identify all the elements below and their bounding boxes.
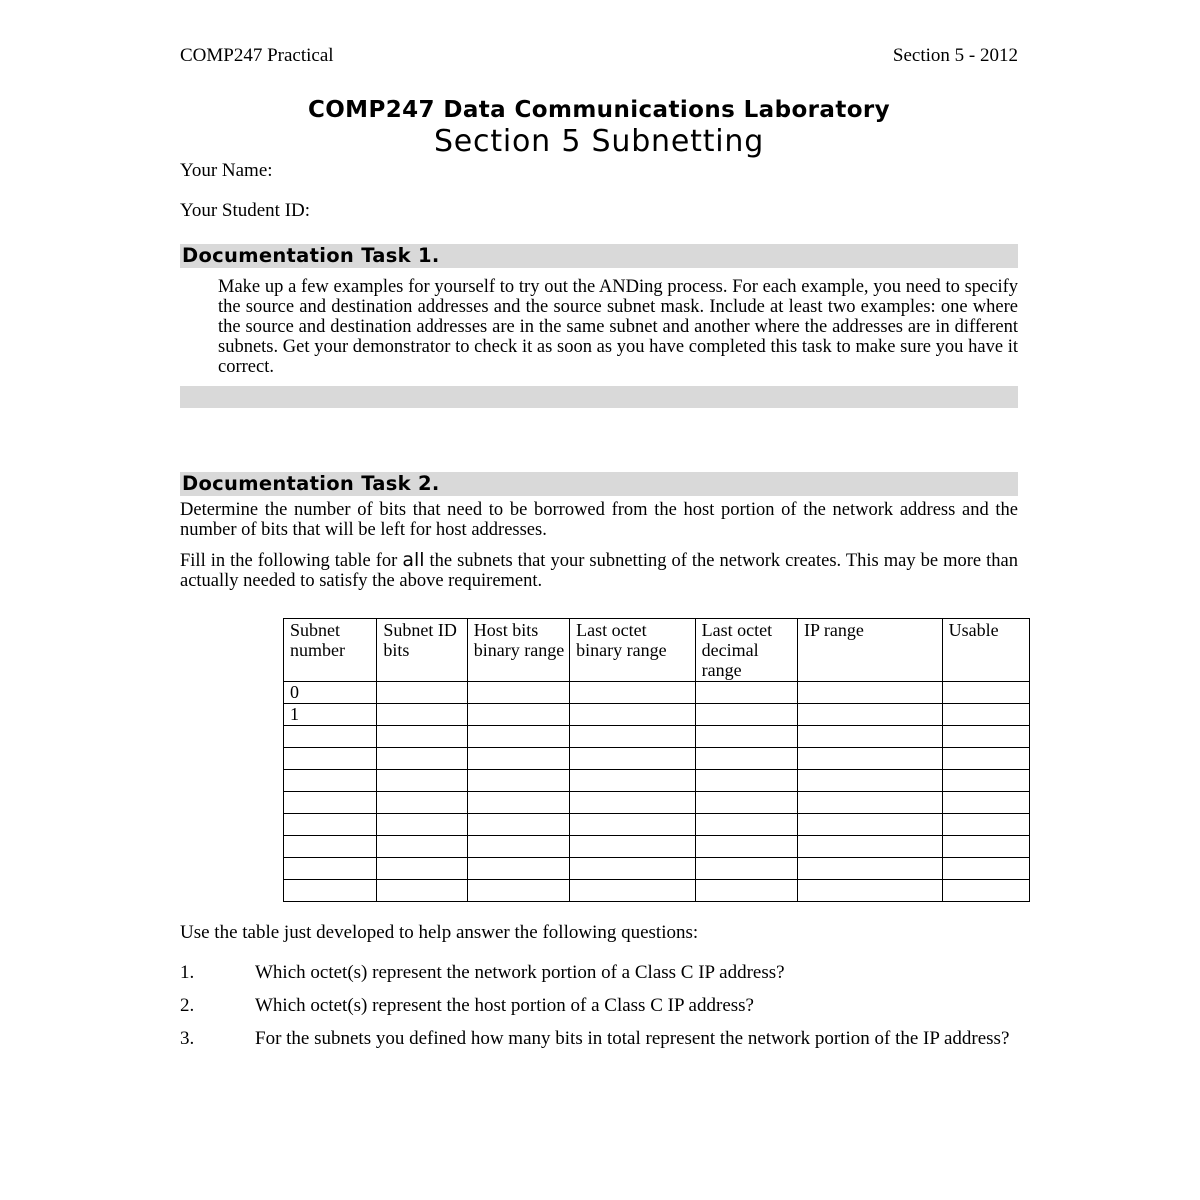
task2-para2-before: Fill in the following table for: [180, 551, 403, 571]
subnet-table: [283, 618, 1030, 902]
table-cell: [284, 792, 377, 814]
table-cell: [284, 726, 377, 748]
table-cell: [942, 814, 1029, 836]
table-cell: [942, 726, 1029, 748]
column-header: IP range: [798, 619, 943, 682]
table-cell: [377, 726, 467, 748]
table-row: [284, 880, 1030, 902]
column-header: Host bits binary range: [467, 619, 569, 682]
table-cell: [570, 770, 696, 792]
table-cell: [942, 748, 1029, 770]
table-row: [284, 682, 1030, 704]
table-cell: [942, 836, 1029, 858]
table-row: [284, 770, 1030, 792]
table-row: [284, 792, 1030, 814]
table-row: [284, 726, 1030, 748]
table-cell: [284, 770, 377, 792]
table-header-row: [284, 619, 1030, 682]
table-cell: [467, 726, 569, 748]
column-header: Subnet ID bits: [377, 619, 467, 682]
table-cell: 0: [284, 682, 377, 704]
table-cell: [695, 704, 797, 726]
table-cell: [942, 682, 1029, 704]
task2-para2: [180, 550, 1018, 591]
table-cell: [284, 748, 377, 770]
task2-para1: Determine the number of bits that need to be borrowed from the host portion of the network address and the number of bits that will be left for host addresses.: [180, 500, 1018, 540]
table-cell: [570, 858, 696, 880]
question-item-1: [180, 962, 1018, 984]
table-cell: [467, 858, 569, 880]
table-row: [284, 748, 1030, 770]
table-cell: [695, 726, 797, 748]
question-item-3: [180, 1028, 1018, 1050]
question-number: 3.: [180, 1028, 195, 1049]
student-id-label: Your Student ID:: [180, 200, 311, 221]
table-cell: [377, 858, 467, 880]
table-cell: [467, 880, 569, 902]
table-cell: [798, 814, 943, 836]
table-cell: [467, 836, 569, 858]
task1-body: Make up a few examples for yourself to try out the ANDing process. For each example, you need to specify the source and destination addresses and the source subnet mask. Include at least two examples: one where the source and destination addresses are in the same subnet and another where the addresses are in different subnets. Get your demonstrator to check it as soon as you have completed this task to make sure you have it correct.: [218, 277, 1018, 377]
table-cell: [798, 880, 943, 902]
questions-intro: Use the table just developed to help answer the following questions:: [180, 922, 699, 943]
question-text: Which octet(s) represent the network portion of a Class C IP address?: [255, 962, 785, 983]
column-header: Usable: [942, 619, 1029, 682]
table-cell: [284, 814, 377, 836]
question-number: 2.: [180, 995, 195, 1016]
table-cell: [942, 858, 1029, 880]
page-header: [180, 45, 1018, 67]
table-cell: [284, 880, 377, 902]
question-text: Which octet(s) represent the host portion of a Class C IP address?: [255, 995, 754, 1016]
table-cell: [695, 836, 797, 858]
table-cell: [377, 814, 467, 836]
task1-answer-bar: [180, 386, 1018, 408]
table-cell: [695, 770, 797, 792]
table-cell: [377, 770, 467, 792]
table-cell: [570, 792, 696, 814]
table-cell: [284, 858, 377, 880]
table-cell: [377, 748, 467, 770]
table-cell: [798, 704, 943, 726]
table-cell: [695, 748, 797, 770]
table-cell: [377, 704, 467, 726]
table-cell: [467, 682, 569, 704]
question-item-2: [180, 995, 1018, 1017]
table-row: [284, 704, 1030, 726]
table-cell: [798, 682, 943, 704]
table-cell: [798, 770, 943, 792]
table-cell: [695, 682, 797, 704]
table-cell: [942, 880, 1029, 902]
task2-para2-after: the subnets that your subnetting of the network creates. This may be more than actually needed to satisfy the above requirement.: [180, 551, 1018, 591]
table-cell: [695, 792, 797, 814]
task2-heading: Documentation Task 2.: [180, 472, 1018, 496]
table-cell: [570, 814, 696, 836]
table-cell: 1: [284, 704, 377, 726]
table-cell: [467, 814, 569, 836]
question-number: 1.: [180, 962, 195, 983]
table-cell: [467, 704, 569, 726]
column-header: Subnet number: [284, 619, 377, 682]
table-cell: [695, 880, 797, 902]
table-cell: [942, 770, 1029, 792]
table-cell: [377, 792, 467, 814]
table-cell: [695, 814, 797, 836]
table-row: [284, 814, 1030, 836]
table-cell: [695, 858, 797, 880]
table-cell: [377, 682, 467, 704]
name-label: Your Name:: [180, 160, 273, 181]
table-cell: [570, 748, 696, 770]
table-cell: [570, 704, 696, 726]
table-cell: [942, 704, 1029, 726]
table-cell: [942, 792, 1029, 814]
table-row: [284, 836, 1030, 858]
table-cell: [798, 726, 943, 748]
task1-heading: Documentation Task 1.: [180, 244, 1018, 268]
doc-subtitle: Section 5 Subnetting: [433, 124, 765, 159]
table-cell: [467, 748, 569, 770]
table-cell: [570, 726, 696, 748]
table-cell: [570, 836, 696, 858]
table-cell: [798, 792, 943, 814]
emphasis-all: all: [402, 549, 425, 571]
table-cell: [467, 792, 569, 814]
table-cell: [798, 858, 943, 880]
table-cell: [798, 748, 943, 770]
table-cell: [377, 836, 467, 858]
question-text: For the subnets you defined how many bits in total represent the network portion of the IP address?: [255, 1028, 1010, 1049]
column-header: Last octet binary range: [570, 619, 696, 682]
table-cell: [377, 880, 467, 902]
table-cell: [467, 770, 569, 792]
table-row: [284, 858, 1030, 880]
header-right-text: Section 5 - 2012: [892, 45, 1018, 66]
table-cell: [798, 836, 943, 858]
column-header: Last octet decimal range: [695, 619, 797, 682]
table-cell: [284, 836, 377, 858]
doc-title: COMP247 Data Communications Laboratory: [307, 97, 891, 123]
header-left-text: COMP247 Practical: [180, 45, 334, 66]
table-cell: [570, 682, 696, 704]
table-cell: [570, 880, 696, 902]
